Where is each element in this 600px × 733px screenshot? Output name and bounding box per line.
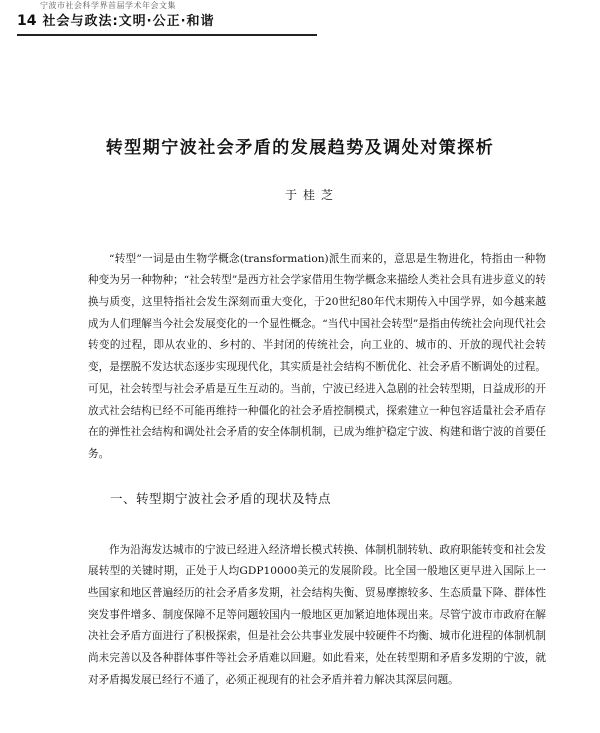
intro-paragraph: “转型”一词是由生物学概念(transformation)派生而来的，意思是生物进化，特指由一种物种变为另一种物种；“社会转型”是西方社会学家借用生物学概念来描绘人类社会具有进步意义的转换与质变，这里特指社会发生深刻而重大变化，于20世纪80年代末期传入中国学界，如今越来越成为人们理解当今社会发展变化的一个显性概念。“当代中国社会转型”是指由传统社会向现代社会转变的过程，即从农业的、乡村的、半封闭的传统社会，向工业的、城市的、开放的现代社会转变，是摆脱不发达状态逐步实现现代化，其实质是社会结构不断优化、社会矛盾不断调处的过程。可见，社会转型与社会矛盾是互生互动的。当前，宁波已经进入急剧的社会转型期，日益成形的开放式社会结构已经不可能再维持一种僵化的社会矛盾控制模式，探索建立一种包容适量社会矛盾存在的弹性社会结构和调处社会矛盾的安全体制机制，已成为维护稳定宁波、构建和谐宁波的首要任务。: [88, 252, 546, 460]
section-heading: 社会与政法:文明·公正·和谐: [42, 14, 215, 29]
header-rule: [17, 34, 317, 36]
section-subheading: 一、转型期宁波社会矛盾的现状及特点: [110, 491, 332, 506]
page-number: 14: [17, 13, 37, 29]
article-title: 转型期宁波社会矛盾的发展趋势及调处对策探析: [105, 138, 495, 158]
body-paragraph: 作为沿海发达城市的宁波已经进入经济增长模式转换、体制机制转轨、政府职能转变和社会发展转型的关键时期，正处于人均GDP10000美元的发展阶段。比全国一般地区更早进入国际上一些国家和地区普遍经历的社会矛盾多发期，社会结构失衡、贸易摩擦较多、生态质量下降、群体性突发事件增多、制度保障不足等问题较国内一般地区更加紧迫地体现出来。尽管宁波市市政府在解决社会矛盾方面进行了积极探索，但是社会公共事业发展中较硬件不均衡、城市化进程的体制机制尚未完善以及各种群体事件等社会矛盾难以回避。如此看来，处在转型期和矛盾多发期的宁波，就对矛盾揭发展已经行不通了，必须正视现有的社会矛盾并着力解决其深层问题。: [88, 543, 546, 686]
running-head: 宁波市社会科学界首届学术年会文集: [40, 1, 176, 10]
author-name: 于桂芝: [284, 188, 339, 202]
page-header: [17, 10, 317, 29]
